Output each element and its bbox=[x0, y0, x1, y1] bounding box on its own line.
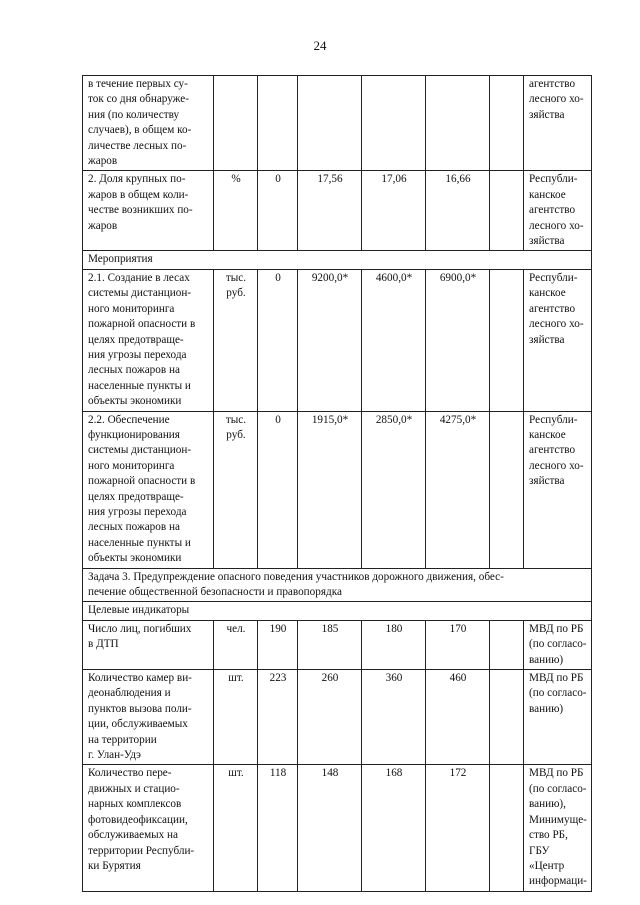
responsible-cell: Республи- канское агентство лесного хо- зяйства bbox=[524, 269, 592, 411]
value-year1-cell: 1915,0* bbox=[298, 411, 362, 568]
value-extra-cell bbox=[490, 171, 524, 251]
indicator-name-cell: 2.2. Обеспечение функционирования системы дистанцион- ного мониторинга пожарной опасности в целях предотвраще- ния угрозы перехода лесных пожаров на населенные пункты и объекты экономики bbox=[83, 411, 214, 568]
value-extra-cell bbox=[490, 620, 524, 669]
responsible-cell: Республи- канское агентство лесного хо- зяйства bbox=[524, 411, 592, 568]
value-base-cell: 190 bbox=[258, 620, 298, 669]
indicator-name-cell: 2.1. Создание в лесах системы дистанцион- ного мониторинга пожарной опасности в целях предотвраще- ния угрозы перехода лесных пожаров на населенные пункты и объекты экономики bbox=[83, 269, 214, 411]
unit-cell: шт. bbox=[214, 765, 258, 891]
indicators-table bbox=[82, 75, 592, 892]
value-base-cell: 0 bbox=[258, 171, 298, 251]
value-year1-cell: 9200,0* bbox=[298, 269, 362, 411]
value-year1-cell: 260 bbox=[298, 670, 362, 765]
unit-cell bbox=[214, 76, 258, 171]
value-base-cell: 0 bbox=[258, 411, 298, 568]
section-row bbox=[83, 251, 592, 269]
indicator-name-cell: 2. Доля крупных по- жаров в общем коли- честве возникших по- жаров bbox=[83, 171, 214, 251]
value-base-cell: 118 bbox=[258, 765, 298, 891]
section-row bbox=[83, 568, 592, 602]
value-year3-cell: 170 bbox=[426, 620, 490, 669]
value-year2-cell: 360 bbox=[362, 670, 426, 765]
responsible-cell: МВД по РБ (по согласо- ванию) bbox=[524, 620, 592, 669]
value-extra-cell bbox=[490, 269, 524, 411]
value-year1-cell: 185 bbox=[298, 620, 362, 669]
value-year2-cell: 180 bbox=[362, 620, 426, 669]
value-year3-cell: 4275,0* bbox=[426, 411, 490, 568]
responsible-cell: МВД по РБ (по согласо- ванию) bbox=[524, 670, 592, 765]
value-extra-cell bbox=[490, 670, 524, 765]
value-year1-cell: 17,56 bbox=[298, 171, 362, 251]
unit-cell: % bbox=[214, 171, 258, 251]
unit-cell: тыс. руб. bbox=[214, 411, 258, 568]
indicator-name-cell: Количество камер ви- деонаблюдения и пунктов вызова поли- ции, обслуживаемых на территории г. Улан-Удэ bbox=[83, 670, 214, 765]
section-row bbox=[83, 602, 592, 620]
value-year2-cell bbox=[362, 76, 426, 171]
value-year3-cell bbox=[426, 76, 490, 171]
value-year3-cell: 6900,0* bbox=[426, 269, 490, 411]
section-title: Целевые индикаторы bbox=[83, 602, 592, 620]
indicator-name-cell: Число лиц, погибших в ДТП bbox=[83, 620, 214, 669]
indicator-name-cell: Количество пере- движных и стацио- нарных комплексов фотовидеофиксации, обслуживаемых на территории Республи- ки Бурятия bbox=[83, 765, 214, 891]
table-row bbox=[83, 765, 592, 891]
table-row bbox=[83, 269, 592, 411]
value-year2-cell: 168 bbox=[362, 765, 426, 891]
page-number: 24 bbox=[313, 38, 327, 53]
responsible-cell: Республи- канское агентство лесного хо- зяйства bbox=[524, 171, 592, 251]
responsible-cell: агентство лесного хо- зяйства bbox=[524, 76, 592, 171]
value-year1-cell: 148 bbox=[298, 765, 362, 891]
table-row bbox=[83, 620, 592, 669]
value-year3-cell: 460 bbox=[426, 670, 490, 765]
value-base-cell: 0 bbox=[258, 269, 298, 411]
value-year2-cell: 2850,0* bbox=[362, 411, 426, 568]
table-row bbox=[83, 411, 592, 568]
value-year2-cell: 17,06 bbox=[362, 171, 426, 251]
section-title: Мероприятия bbox=[83, 251, 592, 269]
value-extra-cell bbox=[490, 765, 524, 891]
value-year3-cell: 172 bbox=[426, 765, 490, 891]
section-title: Задача 3. Предупреждение опасного поведения участников дорожного движения, обес- печение общественной безопасности и правопорядка bbox=[83, 568, 592, 602]
responsible-cell: МВД по РБ (по согласо- ванию), Минимуще- ство РБ, ГБУ «Центр информаци- bbox=[524, 765, 592, 891]
value-base-cell bbox=[258, 76, 298, 171]
value-base-cell: 223 bbox=[258, 670, 298, 765]
value-extra-cell bbox=[490, 76, 524, 171]
value-year3-cell: 16,66 bbox=[426, 171, 490, 251]
table-row bbox=[83, 171, 592, 251]
unit-cell: тыс. руб. bbox=[214, 269, 258, 411]
table-row bbox=[83, 76, 592, 171]
value-year1-cell bbox=[298, 76, 362, 171]
indicator-name-cell: в течение первых су- ток со дня обнаруже- ния (по количеству случаев), в общем ко- личестве лесных по- жаров bbox=[83, 76, 214, 171]
unit-cell: шт. bbox=[214, 670, 258, 765]
value-extra-cell bbox=[490, 411, 524, 568]
value-year2-cell: 4600,0* bbox=[362, 269, 426, 411]
unit-cell: чел. bbox=[214, 620, 258, 669]
table-row bbox=[83, 670, 592, 765]
